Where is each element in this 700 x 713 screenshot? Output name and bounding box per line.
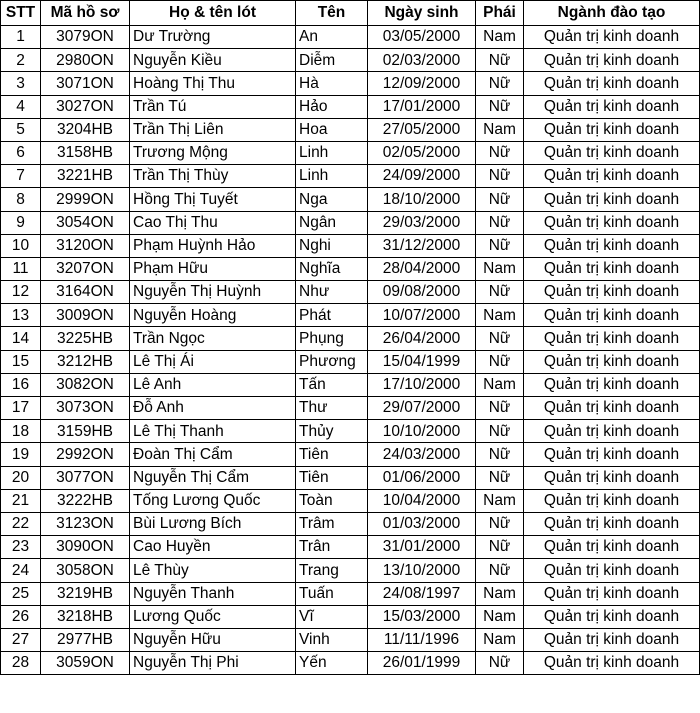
table-row: [1, 257, 700, 280]
cell-stt: 5: [1, 118, 41, 141]
cell-date-of-birth: 17/10/2000: [368, 373, 476, 396]
cell-file-code: 3054ON: [41, 211, 130, 234]
table-row: [1, 141, 700, 164]
cell-first-name: Thủy: [296, 420, 368, 443]
cell-stt: 24: [1, 559, 41, 582]
cell-first-name: Linh: [296, 141, 368, 164]
cell-stt: 20: [1, 466, 41, 489]
cell-major: Quản trị kinh doanh: [524, 281, 700, 304]
cell-first-name: Toàn: [296, 489, 368, 512]
cell-file-code: 3164ON: [41, 281, 130, 304]
table-row: [1, 628, 700, 651]
cell-sex: Nam: [476, 582, 524, 605]
cell-date-of-birth: 15/04/1999: [368, 350, 476, 373]
cell-major: Quản trị kinh doanh: [524, 95, 700, 118]
cell-first-name: Hoa: [296, 118, 368, 141]
cell-stt: 15: [1, 350, 41, 373]
cell-date-of-birth: 29/07/2000: [368, 397, 476, 420]
cell-sex: Nữ: [476, 559, 524, 582]
table-row: [1, 49, 700, 72]
cell-date-of-birth: 18/10/2000: [368, 188, 476, 211]
cell-date-of-birth: 31/01/2000: [368, 536, 476, 559]
cell-date-of-birth: 02/03/2000: [368, 49, 476, 72]
cell-last-middle-name: Trần Thị Liên: [130, 118, 296, 141]
cell-major: Quản trị kinh doanh: [524, 72, 700, 95]
cell-major: Quản trị kinh doanh: [524, 489, 700, 512]
cell-last-middle-name: Phạm Hữu: [130, 257, 296, 280]
cell-file-code: 3009ON: [41, 304, 130, 327]
cell-last-middle-name: Dư Trường: [130, 26, 296, 49]
cell-major: Quản trị kinh doanh: [524, 118, 700, 141]
cell-sex: Nữ: [476, 420, 524, 443]
table-row: [1, 188, 700, 211]
cell-major: Quản trị kinh doanh: [524, 582, 700, 605]
cell-first-name: Phát: [296, 304, 368, 327]
cell-stt: 3: [1, 72, 41, 95]
table-header: [1, 1, 700, 26]
cell-major: Quản trị kinh doanh: [524, 397, 700, 420]
cell-last-middle-name: Nguyễn Thị Phi: [130, 652, 296, 675]
cell-file-code: 3082ON: [41, 373, 130, 396]
cell-stt: 28: [1, 652, 41, 675]
cell-major: Quản trị kinh doanh: [524, 652, 700, 675]
cell-first-name: Như: [296, 281, 368, 304]
cell-last-middle-name: Trần Tú: [130, 95, 296, 118]
cell-sex: Nữ: [476, 211, 524, 234]
cell-major: Quản trị kinh doanh: [524, 420, 700, 443]
cell-first-name: Ngân: [296, 211, 368, 234]
cell-date-of-birth: 24/08/1997: [368, 582, 476, 605]
cell-sex: Nữ: [476, 327, 524, 350]
cell-first-name: Phương: [296, 350, 368, 373]
cell-file-code: 3073ON: [41, 397, 130, 420]
table-row: [1, 373, 700, 396]
cell-major: Quản trị kinh doanh: [524, 373, 700, 396]
cell-stt: 27: [1, 628, 41, 651]
cell-file-code: 3058ON: [41, 559, 130, 582]
cell-last-middle-name: Tống Lương Quốc: [130, 489, 296, 512]
cell-stt: 18: [1, 420, 41, 443]
cell-stt: 16: [1, 373, 41, 396]
cell-major: Quản trị kinh doanh: [524, 512, 700, 535]
cell-date-of-birth: 28/04/2000: [368, 257, 476, 280]
cell-sex: Nữ: [476, 350, 524, 373]
cell-sex: Nam: [476, 257, 524, 280]
cell-stt: 6: [1, 141, 41, 164]
cell-file-code: 3158HB: [41, 141, 130, 164]
cell-stt: 8: [1, 188, 41, 211]
table-row: [1, 420, 700, 443]
cell-first-name: Vĩ: [296, 605, 368, 628]
cell-sex: Nam: [476, 489, 524, 512]
cell-sex: Nam: [476, 304, 524, 327]
table-row: [1, 512, 700, 535]
cell-last-middle-name: Cao Thị Thu: [130, 211, 296, 234]
cell-sex: Nam: [476, 605, 524, 628]
cell-file-code: 2980ON: [41, 49, 130, 72]
cell-sex: Nữ: [476, 95, 524, 118]
cell-file-code: 3077ON: [41, 466, 130, 489]
cell-first-name: Tuấn: [296, 582, 368, 605]
cell-sex: Nữ: [476, 652, 524, 675]
table-row: [1, 165, 700, 188]
cell-last-middle-name: Đoàn Thị Cẩm: [130, 443, 296, 466]
table-row: [1, 95, 700, 118]
cell-sex: Nữ: [476, 49, 524, 72]
cell-file-code: 3212HB: [41, 350, 130, 373]
cell-date-of-birth: 27/05/2000: [368, 118, 476, 141]
cell-last-middle-name: Lê Anh: [130, 373, 296, 396]
cell-stt: 14: [1, 327, 41, 350]
table-row: [1, 281, 700, 304]
cell-first-name: Thư: [296, 397, 368, 420]
table-row: [1, 234, 700, 257]
table-row: [1, 211, 700, 234]
cell-file-code: 3225HB: [41, 327, 130, 350]
cell-file-code: 3120ON: [41, 234, 130, 257]
cell-last-middle-name: Trần Ngọc: [130, 327, 296, 350]
cell-major: Quản trị kinh doanh: [524, 257, 700, 280]
cell-date-of-birth: 03/05/2000: [368, 26, 476, 49]
cell-date-of-birth: 10/04/2000: [368, 489, 476, 512]
cell-file-code: 3207ON: [41, 257, 130, 280]
cell-sex: Nữ: [476, 165, 524, 188]
cell-last-middle-name: Hồng Thị Tuyết: [130, 188, 296, 211]
cell-stt: 2: [1, 49, 41, 72]
cell-date-of-birth: 01/03/2000: [368, 512, 476, 535]
cell-last-middle-name: Phạm Huỳnh Hảo: [130, 234, 296, 257]
cell-sex: Nữ: [476, 141, 524, 164]
cell-sex: Nữ: [476, 397, 524, 420]
cell-first-name: Nga: [296, 188, 368, 211]
cell-last-middle-name: Trần Thị Thùy: [130, 165, 296, 188]
cell-stt: 9: [1, 211, 41, 234]
cell-last-middle-name: Nguyễn Hoàng: [130, 304, 296, 327]
cell-major: Quản trị kinh doanh: [524, 350, 700, 373]
cell-sex: Nam: [476, 26, 524, 49]
cell-last-middle-name: Cao Huyền: [130, 536, 296, 559]
cell-file-code: 3219HB: [41, 582, 130, 605]
cell-date-of-birth: 12/09/2000: [368, 72, 476, 95]
cell-sex: Nam: [476, 118, 524, 141]
cell-first-name: Phụng: [296, 327, 368, 350]
cell-date-of-birth: 26/01/1999: [368, 652, 476, 675]
cell-date-of-birth: 11/11/1996: [368, 628, 476, 651]
cell-first-name: Tiên: [296, 466, 368, 489]
cell-first-name: Tiên: [296, 443, 368, 466]
cell-file-code: 3222HB: [41, 489, 130, 512]
table-row: [1, 118, 700, 141]
cell-first-name: Yến: [296, 652, 368, 675]
cell-major: Quản trị kinh doanh: [524, 536, 700, 559]
cell-last-middle-name: Lê Thị Thanh: [130, 420, 296, 443]
cell-sex: Nữ: [476, 234, 524, 257]
cell-major: Quản trị kinh doanh: [524, 559, 700, 582]
cell-first-name: Trâm: [296, 512, 368, 535]
cell-last-middle-name: Nguyễn Kiều: [130, 49, 296, 72]
cell-last-middle-name: Lê Thị Ái: [130, 350, 296, 373]
cell-last-middle-name: Nguyễn Thị Cẩm: [130, 466, 296, 489]
cell-major: Quản trị kinh doanh: [524, 165, 700, 188]
cell-sex: Nam: [476, 628, 524, 651]
cell-date-of-birth: 13/10/2000: [368, 559, 476, 582]
cell-last-middle-name: Nguyễn Thị Huỳnh: [130, 281, 296, 304]
header-file-code: Mã hồ sơ: [41, 1, 130, 26]
cell-date-of-birth: 01/06/2000: [368, 466, 476, 489]
cell-file-code: 3071ON: [41, 72, 130, 95]
header-stt: STT: [1, 1, 41, 26]
cell-major: Quản trị kinh doanh: [524, 26, 700, 49]
cell-first-name: An: [296, 26, 368, 49]
cell-sex: Nữ: [476, 512, 524, 535]
cell-stt: 13: [1, 304, 41, 327]
cell-date-of-birth: 09/08/2000: [368, 281, 476, 304]
cell-stt: 17: [1, 397, 41, 420]
cell-first-name: Trân: [296, 536, 368, 559]
cell-stt: 10: [1, 234, 41, 257]
cell-date-of-birth: 15/03/2000: [368, 605, 476, 628]
header-major: Ngành đào tạo: [524, 1, 700, 26]
table-row: [1, 536, 700, 559]
cell-first-name: Vinh: [296, 628, 368, 651]
cell-major: Quản trị kinh doanh: [524, 327, 700, 350]
cell-first-name: Diễm: [296, 49, 368, 72]
cell-sex: Nữ: [476, 72, 524, 95]
cell-major: Quản trị kinh doanh: [524, 141, 700, 164]
cell-date-of-birth: 10/07/2000: [368, 304, 476, 327]
cell-file-code: 3123ON: [41, 512, 130, 535]
cell-major: Quản trị kinh doanh: [524, 49, 700, 72]
cell-stt: 25: [1, 582, 41, 605]
cell-file-code: 2999ON: [41, 188, 130, 211]
header-last-middle-name: Họ & tên lót: [130, 1, 296, 26]
table-row: [1, 652, 700, 675]
cell-file-code: 3027ON: [41, 95, 130, 118]
cell-file-code: 3079ON: [41, 26, 130, 49]
cell-file-code: 3221HB: [41, 165, 130, 188]
cell-file-code: 3204HB: [41, 118, 130, 141]
cell-stt: 1: [1, 26, 41, 49]
cell-date-of-birth: 17/01/2000: [368, 95, 476, 118]
cell-date-of-birth: 24/03/2000: [368, 443, 476, 466]
cell-last-middle-name: Nguyễn Hữu: [130, 628, 296, 651]
cell-date-of-birth: 24/09/2000: [368, 165, 476, 188]
header-first-name: Tên: [296, 1, 368, 26]
cell-stt: 12: [1, 281, 41, 304]
cell-date-of-birth: 02/05/2000: [368, 141, 476, 164]
table-row: [1, 443, 700, 466]
cell-last-middle-name: Nguyễn Thanh: [130, 582, 296, 605]
cell-major: Quản trị kinh doanh: [524, 304, 700, 327]
cell-file-code: 3090ON: [41, 536, 130, 559]
table-row: [1, 466, 700, 489]
cell-major: Quản trị kinh doanh: [524, 628, 700, 651]
cell-major: Quản trị kinh doanh: [524, 188, 700, 211]
cell-first-name: Hảo: [296, 95, 368, 118]
table-row: [1, 26, 700, 49]
cell-major: Quản trị kinh doanh: [524, 443, 700, 466]
cell-stt: 21: [1, 489, 41, 512]
cell-sex: Nữ: [476, 536, 524, 559]
header-row: [1, 1, 700, 26]
table-row: [1, 304, 700, 327]
cell-stt: 7: [1, 165, 41, 188]
table-row: [1, 327, 700, 350]
table-row: [1, 397, 700, 420]
cell-first-name: Nghi: [296, 234, 368, 257]
cell-file-code: 3159HB: [41, 420, 130, 443]
table-row: [1, 489, 700, 512]
cell-last-middle-name: Trương Mộng: [130, 141, 296, 164]
cell-major: Quản trị kinh doanh: [524, 234, 700, 257]
table-row: [1, 605, 700, 628]
cell-stt: 19: [1, 443, 41, 466]
cell-major: Quản trị kinh doanh: [524, 466, 700, 489]
cell-date-of-birth: 26/04/2000: [368, 327, 476, 350]
table-row: [1, 72, 700, 95]
cell-date-of-birth: 29/03/2000: [368, 211, 476, 234]
cell-last-middle-name: Lê Thùy: [130, 559, 296, 582]
cell-sex: Nữ: [476, 281, 524, 304]
header-date-of-birth: Ngày sinh: [368, 1, 476, 26]
cell-first-name: Hà: [296, 72, 368, 95]
cell-file-code: 3218HB: [41, 605, 130, 628]
table-row: [1, 582, 700, 605]
cell-date-of-birth: 10/10/2000: [368, 420, 476, 443]
cell-file-code: 2992ON: [41, 443, 130, 466]
cell-first-name: Linh: [296, 165, 368, 188]
table-body: [1, 26, 700, 675]
table-row: [1, 559, 700, 582]
cell-first-name: Trang: [296, 559, 368, 582]
cell-stt: 23: [1, 536, 41, 559]
cell-last-middle-name: Lương Quốc: [130, 605, 296, 628]
cell-last-middle-name: Hoàng Thị Thu: [130, 72, 296, 95]
cell-last-middle-name: Đỗ Anh: [130, 397, 296, 420]
cell-sex: Nữ: [476, 443, 524, 466]
cell-file-code: 2977HB: [41, 628, 130, 651]
cell-first-name: Tấn: [296, 373, 368, 396]
cell-sex: Nam: [476, 373, 524, 396]
cell-sex: Nữ: [476, 188, 524, 211]
cell-last-middle-name: Bùi Lương Bích: [130, 512, 296, 535]
cell-date-of-birth: 31/12/2000: [368, 234, 476, 257]
table-row: [1, 350, 700, 373]
cell-major: Quản trị kinh doanh: [524, 211, 700, 234]
cell-stt: 22: [1, 512, 41, 535]
cell-file-code: 3059ON: [41, 652, 130, 675]
cell-stt: 11: [1, 257, 41, 280]
cell-stt: 26: [1, 605, 41, 628]
cell-sex: Nữ: [476, 466, 524, 489]
cell-stt: 4: [1, 95, 41, 118]
cell-major: Quản trị kinh doanh: [524, 605, 700, 628]
cell-first-name: Nghĩa: [296, 257, 368, 280]
header-sex: Phái: [476, 1, 524, 26]
